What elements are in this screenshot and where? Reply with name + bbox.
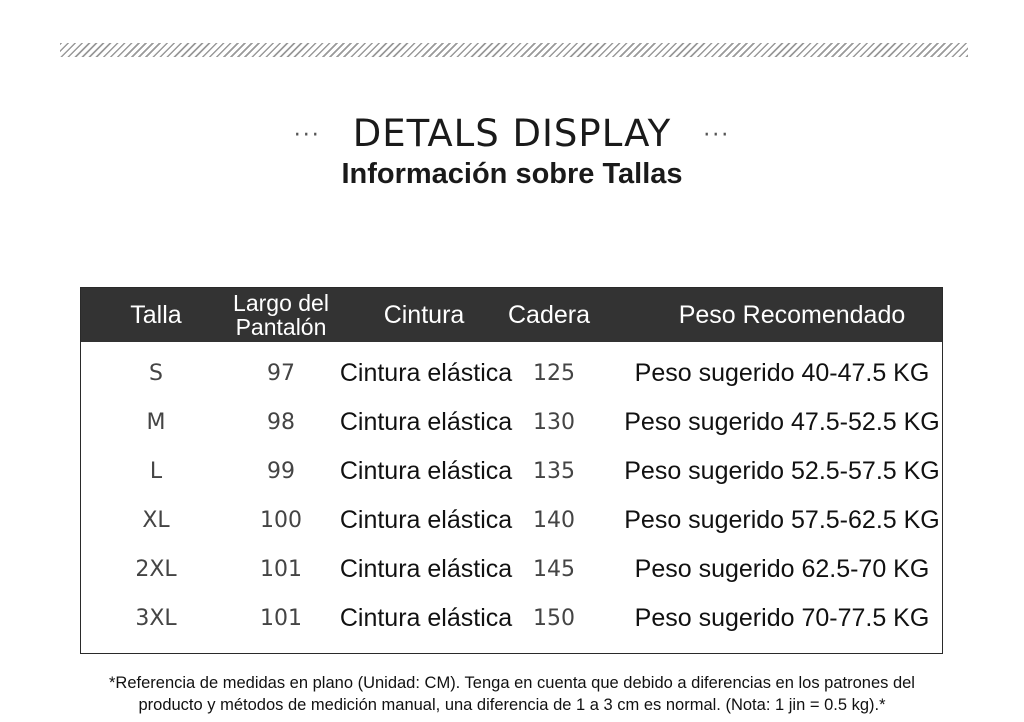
dots-left: ··· bbox=[293, 122, 321, 148]
footnote bbox=[70, 672, 954, 716]
footnote-line1: *Referencia de medidas en plano (Unidad: CM). Tenga en cuenta que debido a diferencias en los patrones del bbox=[109, 674, 915, 692]
cell-peso: Peso sugerido 70-77.5 KG bbox=[634, 604, 930, 632]
cell-peso: Peso sugerido 47.5-52.5 KG bbox=[624, 408, 940, 436]
cell-cintura: Cintura elástica bbox=[339, 506, 513, 534]
cell-largo: 97 bbox=[267, 361, 295, 386]
cell-talla: 3XL bbox=[135, 606, 177, 631]
cell-cintura: Cintura elástica bbox=[339, 408, 513, 436]
cell-peso: Peso sugerido 52.5-57.5 KG bbox=[624, 457, 940, 485]
table-header bbox=[81, 288, 942, 342]
cell-cadera: 150 bbox=[533, 606, 575, 631]
cell-peso: Peso sugerido 40-47.5 KG bbox=[634, 359, 930, 387]
footnote-line2: producto y métodos de medición manual, una diferencia de 1 a 3 cm es normal. (Nota: 1 jin = 0.5 kg).* bbox=[138, 696, 886, 714]
cell-largo: 101 bbox=[260, 557, 302, 582]
cell-peso: Peso sugerido 57.5-62.5 KG bbox=[624, 506, 940, 534]
table-row bbox=[81, 594, 942, 643]
cell-talla: S bbox=[149, 361, 163, 386]
cell-cintura: Cintura elástica bbox=[339, 359, 513, 387]
header-talla: Talla bbox=[130, 300, 182, 329]
cell-peso: Peso sugerido 62.5-70 KG bbox=[634, 555, 930, 583]
cell-cintura: Cintura elástica bbox=[339, 555, 513, 583]
cell-talla: 2XL bbox=[135, 557, 177, 582]
cell-largo: 99 bbox=[267, 459, 295, 484]
header-peso: Peso Recomendado bbox=[678, 300, 906, 329]
cell-cadera: 145 bbox=[533, 557, 575, 582]
cell-cintura: Cintura elástica bbox=[339, 604, 513, 632]
cell-cadera: 135 bbox=[533, 459, 575, 484]
table-row bbox=[81, 545, 942, 594]
header-largo bbox=[216, 288, 346, 342]
cell-talla: L bbox=[149, 459, 163, 484]
decorative-stripe bbox=[60, 43, 968, 57]
dots-right: ··· bbox=[703, 122, 731, 148]
table-row bbox=[81, 349, 942, 398]
header-cadera: Cadera bbox=[508, 300, 590, 329]
cell-largo: 101 bbox=[260, 606, 302, 631]
cell-cadera: 125 bbox=[533, 361, 575, 386]
header-cintura: Cintura bbox=[383, 300, 465, 329]
heading-row bbox=[0, 108, 1024, 158]
page-title: DETALS DISPLAY bbox=[352, 111, 672, 155]
page-subtitle: Información sobre Tallas bbox=[341, 158, 683, 190]
cell-cadera: 130 bbox=[533, 410, 575, 435]
header-largo-line2: Pantalón bbox=[235, 314, 327, 340]
cell-talla: XL bbox=[142, 508, 170, 533]
table-row bbox=[81, 496, 942, 545]
cell-cintura: Cintura elástica bbox=[339, 457, 513, 485]
cell-talla: M bbox=[146, 410, 166, 435]
table-row bbox=[81, 398, 942, 447]
table-row bbox=[81, 447, 942, 496]
cell-largo: 100 bbox=[260, 508, 302, 533]
size-table bbox=[80, 287, 943, 654]
header-largo-line1: Largo del bbox=[233, 290, 329, 316]
cell-cadera: 140 bbox=[533, 508, 575, 533]
cell-largo: 98 bbox=[267, 410, 295, 435]
